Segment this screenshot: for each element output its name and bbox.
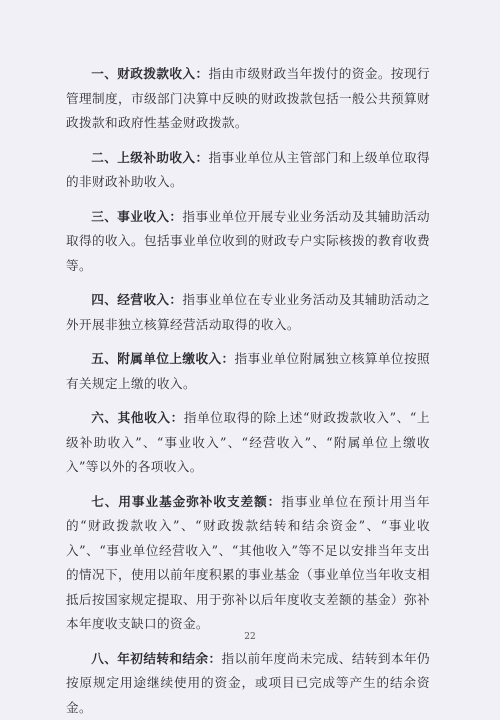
paragraph-heading: 二、上级补助收入： bbox=[91, 150, 208, 165]
paragraph-carryover-balance bbox=[66, 647, 430, 720]
paragraph-business-fund-offset bbox=[66, 490, 430, 637]
paragraph-heading: 七、用事业基金弥补收支差额： bbox=[91, 494, 281, 509]
paragraph-affiliated-unit-income bbox=[66, 347, 430, 396]
paragraph-text: 指单位取得的除上述“财政拨款收入”、“上级补助收入”、“事业收入”、“经营收入”、“附属单位上缴收入”等以外的各项收入。 bbox=[66, 410, 430, 474]
paragraph-other-income bbox=[66, 406, 430, 480]
paragraph-text: 指事业单位从主管部门和上级单位取得的非财政补助收入。 bbox=[66, 150, 430, 190]
paragraph-heading: 五、附属单位上缴收入： bbox=[91, 351, 234, 366]
paragraph-operating-income bbox=[66, 288, 430, 337]
paragraph-text: 指由市级财政当年拨付的资金。按现行管理制度，市级部门决算中反映的财政拨款包括一般公共预算财政拨款和政府性基金财政拨款。 bbox=[66, 66, 430, 130]
paragraph-business-income bbox=[66, 205, 430, 279]
paragraph-fiscal-appropriation-income bbox=[66, 62, 430, 136]
paragraph-heading: 三、事业收入： bbox=[91, 209, 182, 224]
paragraph-text: 指事业单位开展专业业务活动及其辅助活动取得的收入。包括事业单位收到的财政专户实际核拨的教育收费等。 bbox=[66, 209, 430, 273]
page-number: 22 bbox=[0, 632, 500, 642]
paragraph-heading: 六、其他收入： bbox=[91, 410, 184, 425]
paragraph-text: 指以前年度尚未完成、结转到本年仍按原规定用途继续使用的资金，或项目已完成等产生的结余资金。 bbox=[66, 651, 430, 715]
paragraph-heading: 四、经营收入： bbox=[91, 292, 182, 307]
paragraph-superior-subsidy-income bbox=[66, 146, 430, 195]
paragraph-heading: 八、年初结转和结余： bbox=[91, 651, 221, 666]
paragraph-text: 指事业单位附属独立核算单位按照有关规定上缴的收入。 bbox=[66, 351, 430, 391]
paragraph-heading: 一、财政拨款收入： bbox=[91, 66, 208, 81]
paragraph-text: 指事业单位在预计用当年的“财政拨款收入”、“财政拨款结转和结余资金”、“事业收入”、“事业单位经营收入”、“其他收入”等不足以安排当年支出的情况下，使用以前年度积累的事业基金（事业单位当年收支相抵后按国家规定提取、用于弥补以后年度收支差额的基金）弥补本年度收支缺口的资金。 bbox=[66, 494, 430, 632]
paragraph-text: 指事业单位在专业业务活动及其辅助活动之外开展非独立核算经营活动取得的收入。 bbox=[66, 292, 430, 332]
